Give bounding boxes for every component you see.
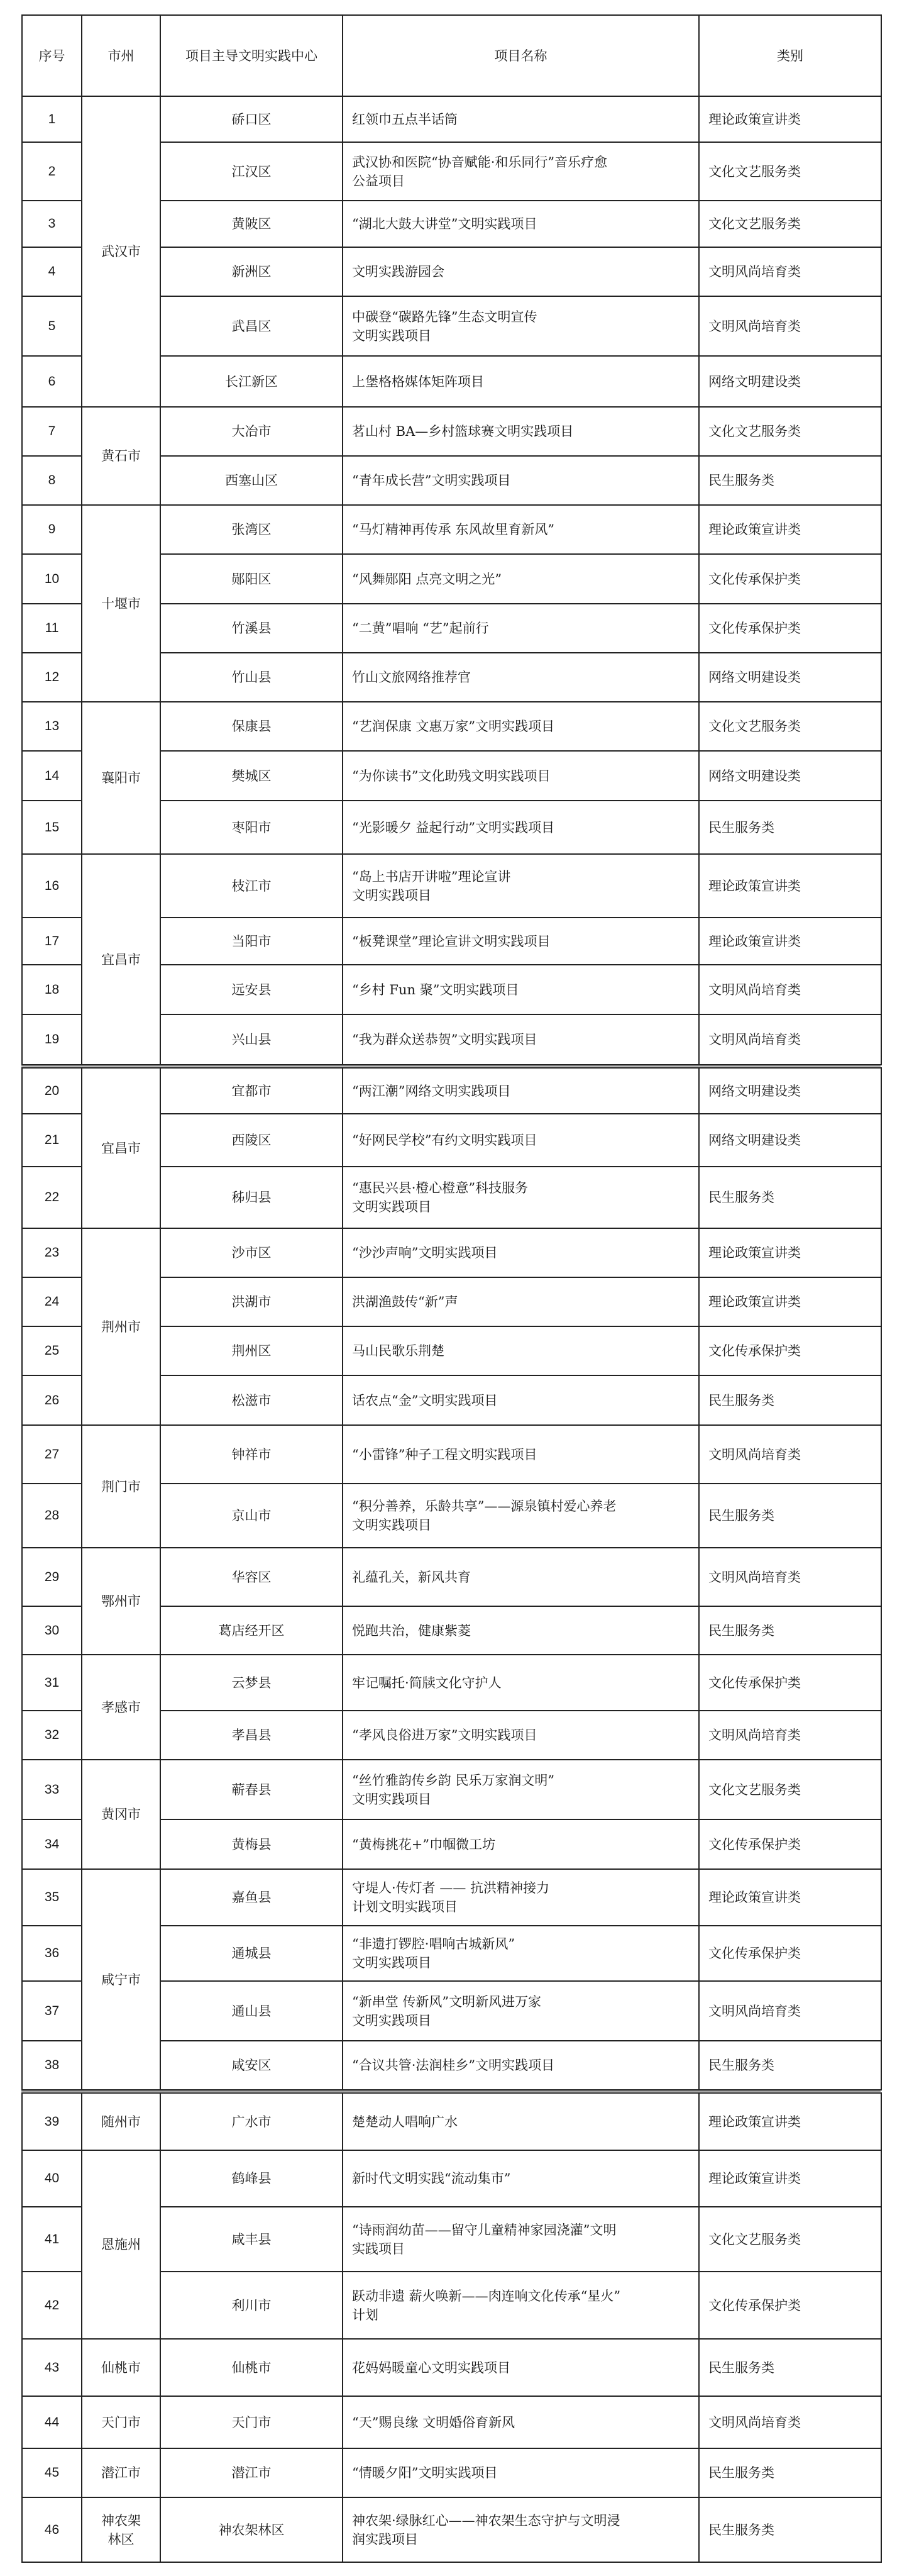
project-name <box>343 2497 699 2562</box>
project-name-line: “惠民兴县·橙心橙意”科技服务 <box>352 1180 529 1196</box>
city-cell: 恩施州 <box>82 2150 160 2339</box>
project-name-line: 楚楚动人唱响广水 <box>352 2114 458 2129</box>
project-name-line: 文明实践项目 <box>352 1199 431 1214</box>
serial-number: 9 <box>22 505 82 554</box>
project-name-line: 守堤人·传灯者 —— 抗洪精神接力 <box>352 1880 550 1896</box>
header-project-name: 项目名称 <box>343 15 699 96</box>
serial-number: 26 <box>22 1375 82 1425</box>
project-name-line: “黄梅挑花+”巾帼微工坊 <box>352 1836 496 1852</box>
category: 文化文艺服务类 <box>699 407 881 456</box>
table-row <box>22 2448 881 2497</box>
project-name <box>343 965 699 1014</box>
practice-center: 荆州区 <box>160 1326 343 1375</box>
project-name <box>343 1114 699 1167</box>
practice-center: 大冶市 <box>160 407 343 456</box>
category: 文化文艺服务类 <box>699 702 881 751</box>
practice-center: 黄梅县 <box>160 1819 343 1869</box>
project-name-line: “湖北大鼓大讲堂”文明实践项目 <box>352 216 537 231</box>
project-name <box>343 1869 699 1926</box>
project-name-line: “二黄”唱响 “艺”起前行 <box>352 621 489 636</box>
practice-center: 新洲区 <box>160 247 343 296</box>
table-row <box>22 505 881 554</box>
category: 网络文明建设类 <box>699 356 881 407</box>
category: 民生服务类 <box>699 2339 881 2396</box>
serial-number: 14 <box>22 751 82 801</box>
category: 文化文艺服务类 <box>699 201 881 247</box>
project-name-line: 武汉协和医院“协音赋能·和乐同行”音乐疗愈 <box>352 154 608 170</box>
practice-center: 兴山县 <box>160 1014 343 1065</box>
category: 文明风尚培育类 <box>699 1014 881 1065</box>
table-row <box>22 854 881 918</box>
header-city: 市州 <box>82 15 160 96</box>
category: 网络文明建设类 <box>699 1114 881 1167</box>
serial-number: 43 <box>22 2339 82 2396</box>
serial-number: 45 <box>22 2448 82 2497</box>
city-cell: 孝感市 <box>82 1655 160 1760</box>
project-table-segment <box>21 2092 882 2563</box>
category: 理论政策宣讲类 <box>699 96 881 142</box>
table-row <box>22 2339 881 2396</box>
project-name-line: 公益项目 <box>352 173 405 189</box>
practice-center: 当阳市 <box>160 918 343 965</box>
project-name-line: “乡村 Fun 聚”文明实践项目 <box>352 982 519 997</box>
project-name <box>343 653 699 702</box>
project-name-line: “小雷锋”种子工程文明实践项目 <box>352 1446 537 1462</box>
project-name-line: “板凳课堂”理论宣讲文明实践项目 <box>352 933 551 949</box>
category: 民生服务类 <box>699 1606 881 1655</box>
category: 文化传承保护类 <box>699 554 881 604</box>
category: 理论政策宣讲类 <box>699 1228 881 1277</box>
project-name-line: “我为群众送恭贺”文明实践项目 <box>352 1032 537 1047</box>
header-center: 项目主导文明实践中心 <box>160 15 343 96</box>
project-name <box>343 1760 699 1819</box>
table-row <box>22 702 881 751</box>
table-row <box>22 1869 881 1926</box>
category: 理论政策宣讲类 <box>699 505 881 554</box>
header-serial: 序号 <box>22 15 82 96</box>
project-name <box>343 1277 699 1326</box>
project-name-line: 文明实践项目 <box>352 328 431 343</box>
header-category: 类别 <box>699 15 881 96</box>
city-cell: 十堰市 <box>82 505 160 702</box>
category: 民生服务类 <box>699 456 881 505</box>
project-name-line: “好网民学校”有约文明实践项目 <box>352 1133 537 1148</box>
project-name <box>343 1228 699 1277</box>
practice-center: 潜江市 <box>160 2448 343 2497</box>
serial-number: 39 <box>22 2093 82 2150</box>
project-name-line: 计划文明实践项目 <box>352 1899 458 1914</box>
practice-center: 云梦县 <box>160 1655 343 1711</box>
project-name <box>343 2272 699 2339</box>
table-row <box>22 407 881 456</box>
project-name-line: 润实践项目 <box>352 2531 418 2547</box>
project-name <box>343 1484 699 1548</box>
project-name <box>343 1167 699 1228</box>
city-line: 神农架 <box>101 2512 141 2528</box>
city-cell: 荆州市 <box>82 1228 160 1425</box>
project-name-line: 话农点“金”文明实践项目 <box>352 1392 498 1408</box>
project-name <box>343 702 699 751</box>
practice-center: 通城县 <box>160 1926 343 1981</box>
category: 文化传承保护类 <box>699 1926 881 1981</box>
practice-center: 咸丰县 <box>160 2207 343 2272</box>
serial-number: 1 <box>22 96 82 142</box>
serial-number: 36 <box>22 1926 82 1981</box>
project-name <box>343 1014 699 1065</box>
category: 文明风尚培育类 <box>699 247 881 296</box>
table-row <box>22 1760 881 1819</box>
project-name <box>343 2041 699 2090</box>
city-cell <box>82 2497 160 2562</box>
project-name <box>343 407 699 456</box>
practice-center: 嘉鱼县 <box>160 1869 343 1926</box>
table-separator <box>21 1065 881 1067</box>
serial-number: 21 <box>22 1114 82 1167</box>
practice-center: 广水市 <box>160 2093 343 2150</box>
table-row <box>22 2093 881 2150</box>
project-name <box>343 2448 699 2497</box>
serial-number: 10 <box>22 554 82 604</box>
category: 文明风尚培育类 <box>699 1711 881 1760</box>
city-cell: 仙桃市 <box>82 2339 160 2396</box>
project-name <box>343 1548 699 1606</box>
serial-number: 28 <box>22 1484 82 1548</box>
serial-number: 34 <box>22 1819 82 1869</box>
serial-number: 7 <box>22 407 82 456</box>
project-name <box>343 1711 699 1760</box>
serial-number: 19 <box>22 1014 82 1065</box>
project-table-segment <box>21 1067 882 2090</box>
category: 文化文艺服务类 <box>699 2207 881 2272</box>
practice-center: 天门市 <box>160 2396 343 2448</box>
project-name-line: 红领巾五点半话筒 <box>352 111 458 127</box>
serial-number: 12 <box>22 653 82 702</box>
table-row <box>22 2497 881 2562</box>
category: 民生服务类 <box>699 2497 881 2562</box>
practice-center: 钟祥市 <box>160 1425 343 1484</box>
project-name-line: 洪湖渔鼓传“新”声 <box>352 1294 458 1309</box>
category: 民生服务类 <box>699 1375 881 1425</box>
project-name-line: 跃动非遗 薪火唤新——肉连响文化传承“星火” <box>352 2288 621 2304</box>
practice-center: 利川市 <box>160 2272 343 2339</box>
project-name-line: 实践项目 <box>352 2241 405 2257</box>
serial-number: 44 <box>22 2396 82 2448</box>
category: 理论政策宣讲类 <box>699 1277 881 1326</box>
category: 民生服务类 <box>699 1167 881 1228</box>
serial-number: 29 <box>22 1548 82 1606</box>
table-row <box>22 1425 881 1484</box>
category: 文化文艺服务类 <box>699 142 881 201</box>
practice-center: 西陵区 <box>160 1114 343 1167</box>
table-row <box>22 1068 881 1114</box>
serial-number: 25 <box>22 1326 82 1375</box>
category: 文化传承保护类 <box>699 2272 881 2339</box>
practice-center: 宜都市 <box>160 1068 343 1114</box>
category: 理论政策宣讲类 <box>699 2093 881 2150</box>
project-name-line: 牢记嘱托·简牍文化守护人 <box>352 1675 502 1690</box>
practice-center: 松滋市 <box>160 1375 343 1425</box>
serial-number: 2 <box>22 142 82 201</box>
serial-number: 33 <box>22 1760 82 1819</box>
practice-center: 葛店经开区 <box>160 1606 343 1655</box>
practice-center: 通山县 <box>160 1981 343 2041</box>
practice-center: 远安县 <box>160 965 343 1014</box>
category: 文化文艺服务类 <box>699 1760 881 1819</box>
serial-number: 3 <box>22 201 82 247</box>
city-cell: 宜昌市 <box>82 854 160 1065</box>
project-name <box>343 604 699 653</box>
category: 民生服务类 <box>699 2041 881 2090</box>
serial-number: 18 <box>22 965 82 1014</box>
practice-center: 长江新区 <box>160 356 343 407</box>
project-name <box>343 1326 699 1375</box>
serial-number: 16 <box>22 854 82 918</box>
category: 文化传承保护类 <box>699 604 881 653</box>
project-name-line: “为你读书”文化助残文明实践项目 <box>352 768 551 784</box>
serial-number: 4 <box>22 247 82 296</box>
city-cell: 襄阳市 <box>82 702 160 854</box>
category: 网络文明建设类 <box>699 653 881 702</box>
project-name <box>343 456 699 505</box>
serial-number: 32 <box>22 1711 82 1760</box>
category: 文明风尚培育类 <box>699 296 881 356</box>
serial-number: 13 <box>22 702 82 751</box>
city-cell: 武汉市 <box>82 96 160 407</box>
project-name-line: “天”赐良缘 文明婚俗育新风 <box>352 2414 515 2430</box>
serial-number: 23 <box>22 1228 82 1277</box>
project-name-line: “风舞郧阳 点亮文明之光” <box>352 571 502 587</box>
project-name <box>343 918 699 965</box>
category: 民生服务类 <box>699 2448 881 2497</box>
project-name-line: “诗雨润幼苗——留守儿童精神家园浇灌”文明 <box>352 2222 617 2238</box>
serial-number: 8 <box>22 456 82 505</box>
project-name <box>343 296 699 356</box>
category: 民生服务类 <box>699 801 881 854</box>
project-name-line: 文明实践项目 <box>352 1791 431 1807</box>
project-name-line: 中碳登“碳路先锋”生态文明宣传 <box>352 309 537 325</box>
project-name <box>343 751 699 801</box>
project-name-line: “两江潮”网络文明实践项目 <box>352 1083 511 1099</box>
project-name-line: 文明实践游园会 <box>352 264 444 279</box>
project-name-line: 花妈妈暖童心文明实践项目 <box>352 2360 510 2375</box>
category: 文明风尚培育类 <box>699 1548 881 1606</box>
serial-number: 5 <box>22 296 82 356</box>
project-name <box>343 2396 699 2448</box>
practice-center: 江汉区 <box>160 142 343 201</box>
table-header-row <box>22 15 881 96</box>
project-name-line: “丝竹雅韵传乡韵 民乐万家润文明” <box>352 1772 555 1788</box>
project-name-line: 文明实践项目 <box>352 2012 431 2028</box>
project-name-line: “光影暖夕 益起行动”文明实践项目 <box>352 819 555 835</box>
serial-number: 42 <box>22 2272 82 2339</box>
project-name-line: “情暖夕阳”文明实践项目 <box>352 2465 498 2480</box>
serial-number: 46 <box>22 2497 82 2562</box>
practice-center: 竹溪县 <box>160 604 343 653</box>
practice-center: 武昌区 <box>160 296 343 356</box>
serial-number: 20 <box>22 1068 82 1114</box>
project-name-line: “积分善养，乐龄共享”——源泉镇村爱心养老 <box>352 1499 617 1514</box>
category: 网络文明建设类 <box>699 1068 881 1114</box>
practice-center: 竹山县 <box>160 653 343 702</box>
category: 文化传承保护类 <box>699 1326 881 1375</box>
city-cell: 黄石市 <box>82 407 160 505</box>
category: 理论政策宣讲类 <box>699 2150 881 2207</box>
project-name <box>343 854 699 918</box>
project-name <box>343 2150 699 2207</box>
category: 文明风尚培育类 <box>699 2396 881 2448</box>
project-name <box>343 2093 699 2150</box>
serial-number: 37 <box>22 1981 82 2041</box>
city-cell: 黄冈市 <box>82 1760 160 1869</box>
project-name-line: 竹山文旅网络推荐官 <box>352 670 471 685</box>
serial-number: 22 <box>22 1167 82 1228</box>
practice-center: 樊城区 <box>160 751 343 801</box>
category: 文化传承保护类 <box>699 1819 881 1869</box>
project-name-line: “沙沙声响”文明实践项目 <box>352 1245 498 1260</box>
city-cell: 潜江市 <box>82 2448 160 2497</box>
category: 民生服务类 <box>699 1484 881 1548</box>
project-name-line: “新串堂 传新风”文明新风进万家 <box>352 1994 542 2009</box>
project-name <box>343 1068 699 1114</box>
table-row <box>22 1655 881 1711</box>
city-cell: 荆门市 <box>82 1425 160 1548</box>
project-name <box>343 1425 699 1484</box>
project-name-line: 上堡格格媒体矩阵项目 <box>352 374 484 389</box>
project-name <box>343 1981 699 2041</box>
category: 网络文明建设类 <box>699 751 881 801</box>
project-name <box>343 1606 699 1655</box>
practice-center: 蕲春县 <box>160 1760 343 1819</box>
project-name <box>343 1819 699 1869</box>
serial-number: 17 <box>22 918 82 965</box>
serial-number: 24 <box>22 1277 82 1326</box>
city-cell: 鄂州市 <box>82 1548 160 1655</box>
project-name <box>343 96 699 142</box>
practice-center: 张湾区 <box>160 505 343 554</box>
practice-center: 郧阳区 <box>160 554 343 604</box>
serial-number: 38 <box>22 2041 82 2090</box>
serial-number: 30 <box>22 1606 82 1655</box>
serial-number: 11 <box>22 604 82 653</box>
project-name <box>343 1375 699 1425</box>
practice-center: 黄陂区 <box>160 201 343 247</box>
category: 文化传承保护类 <box>699 1655 881 1711</box>
project-name-line: 文明实践项目 <box>352 887 431 903</box>
project-name-line: 马山民歌乐荆楚 <box>352 1343 444 1358</box>
category: 理论政策宣讲类 <box>699 918 881 965</box>
practice-center: 秭归县 <box>160 1167 343 1228</box>
project-name <box>343 247 699 296</box>
serial-number: 27 <box>22 1425 82 1484</box>
project-name-line: 计划 <box>352 2307 378 2323</box>
project-name-line: “岛上书店开讲啦”理论宣讲 <box>352 869 511 884</box>
table-row <box>22 1228 881 1277</box>
city-cell: 咸宁市 <box>82 1869 160 2090</box>
serial-number: 31 <box>22 1655 82 1711</box>
city-cell: 随州市 <box>82 2093 160 2150</box>
project-name <box>343 1655 699 1711</box>
city-line: 林区 <box>107 2531 135 2547</box>
table-row <box>22 96 881 142</box>
practice-center: 枣阳市 <box>160 801 343 854</box>
project-name-line: “非遗打锣腔·唱响古城新风” <box>352 1936 515 1951</box>
practice-center: 京山市 <box>160 1484 343 1548</box>
project-name-line: “艺润保康 文惠万家”文明实践项目 <box>352 719 555 734</box>
project-name <box>343 801 699 854</box>
project-name-line: 礼蕴孔关，新风共育 <box>352 1569 471 1585</box>
practice-center: 沙市区 <box>160 1228 343 1277</box>
project-name <box>343 356 699 407</box>
project-name-line: 新时代文明实践“流动集市” <box>352 2171 511 2186</box>
project-name-line: 文明实践项目 <box>352 1955 431 1970</box>
practice-center: 孝昌县 <box>160 1711 343 1760</box>
practice-center: 硚口区 <box>160 96 343 142</box>
category: 理论政策宣讲类 <box>699 854 881 918</box>
project-name <box>343 554 699 604</box>
project-name-line: 文明实践项目 <box>352 1518 431 1533</box>
category: 文明风尚培育类 <box>699 1425 881 1484</box>
table-row <box>22 1548 881 1606</box>
city-cell: 宜昌市 <box>82 1068 160 1228</box>
serial-number: 41 <box>22 2207 82 2272</box>
practice-center: 仙桃市 <box>160 2339 343 2396</box>
project-name <box>343 142 699 201</box>
project-name <box>343 201 699 247</box>
category: 理论政策宣讲类 <box>699 1869 881 1926</box>
table-row <box>22 2150 881 2207</box>
serial-number: 6 <box>22 356 82 407</box>
project-name <box>343 2207 699 2272</box>
practice-center: 枝江市 <box>160 854 343 918</box>
project-name-line: “青年成长营”文明实践项目 <box>352 473 511 488</box>
serial-number: 40 <box>22 2150 82 2207</box>
table-separator <box>21 2090 881 2092</box>
project-name-line: “合议共管·法润桂乡”文明实践项目 <box>352 2058 555 2073</box>
category: 文明风尚培育类 <box>699 965 881 1014</box>
practice-center: 鹤峰县 <box>160 2150 343 2207</box>
table-row <box>22 2396 881 2448</box>
category: 文明风尚培育类 <box>699 1981 881 2041</box>
project-name <box>343 1926 699 1981</box>
project-name <box>343 505 699 554</box>
practice-center: 西塞山区 <box>160 456 343 505</box>
city-cell: 天门市 <box>82 2396 160 2448</box>
serial-number: 35 <box>22 1869 82 1926</box>
project-table-segment <box>21 14 882 1065</box>
practice-center: 保康县 <box>160 702 343 751</box>
project-name-line: “马灯精神再传承 东风故里育新风” <box>352 522 555 537</box>
practice-center: 神农架林区 <box>160 2497 343 2562</box>
project-name-line: 茗山村 BA—乡村篮球赛文明实践项目 <box>352 424 574 439</box>
project-name <box>343 2339 699 2396</box>
serial-number: 15 <box>22 801 82 854</box>
practice-center: 洪湖市 <box>160 1277 343 1326</box>
project-name-line: “孝风良俗进万家”文明实践项目 <box>352 1728 537 1743</box>
practice-center: 华容区 <box>160 1548 343 1606</box>
practice-center: 咸安区 <box>160 2041 343 2090</box>
project-name-line: 悦跑共治，健康紫菱 <box>352 1623 471 1638</box>
project-name-line: 神农架·绿脉红心——神农架生态守护与文明浸 <box>352 2512 620 2528</box>
